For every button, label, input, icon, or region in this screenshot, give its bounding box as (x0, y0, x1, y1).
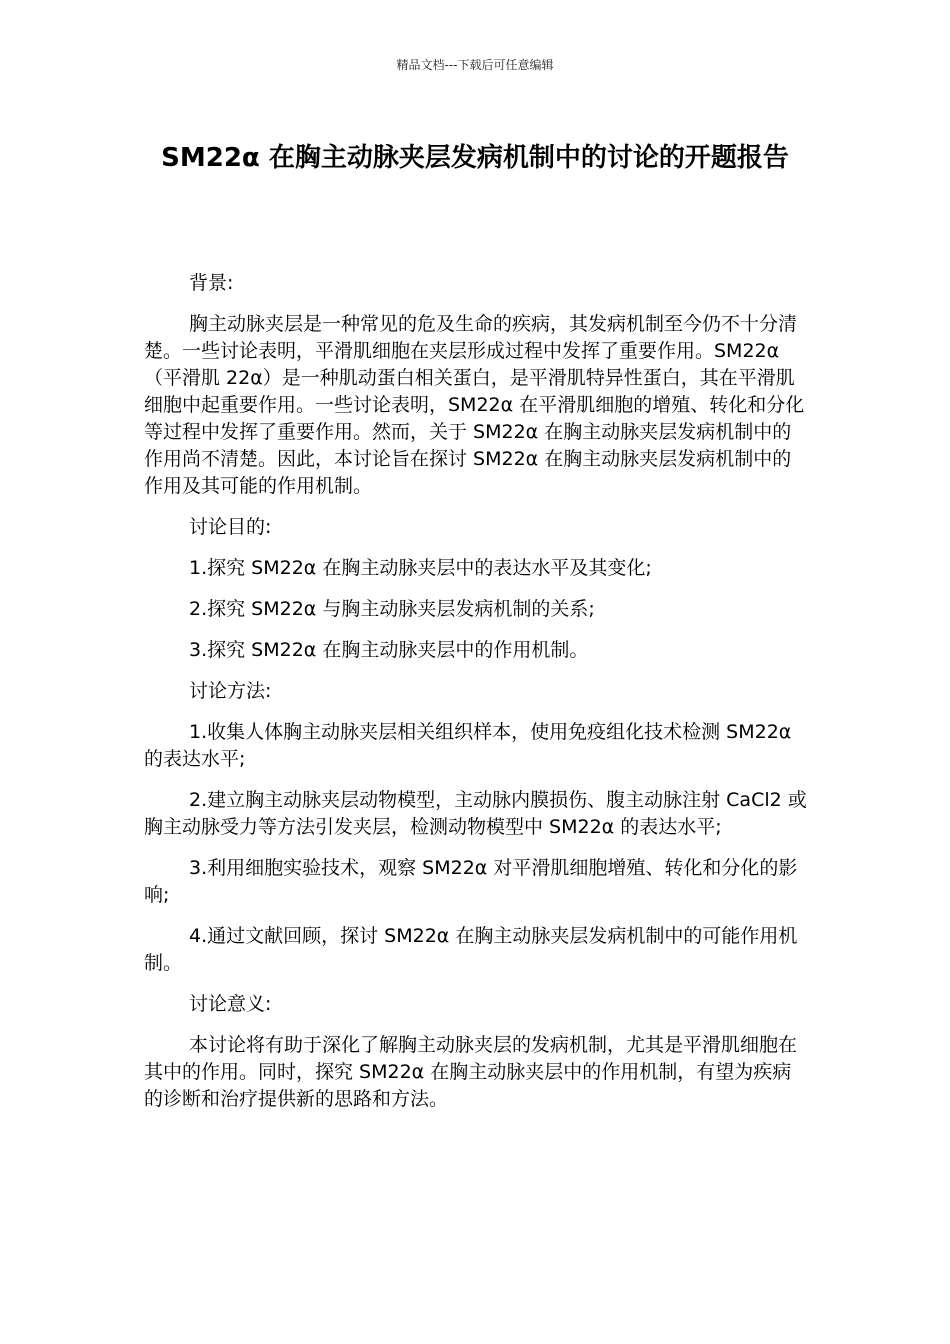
objective-item: 3.探究 SM22α 在胸主动脉夹层中的作用机制。 (189, 639, 589, 661)
document-body (144, 270, 810, 1127)
method-item: 3.利用细胞实验技术，观察 SM22α 对平滑肌细胞增殖、转化和分化的影响; (144, 857, 798, 906)
objective-item: 1.探究 SM22α 在胸主动脉夹层中的表达水平及其变化; (189, 557, 652, 579)
objectives-heading: 讨论目的: (189, 516, 272, 538)
method-item: 2.建立胸主动脉夹层动物模型，主动脉内膜损伤、腹主动脉注射 CaCl2 或胸主动脉受力等方法引发夹层，检测动物模型中 SM22α 的表达水平; (144, 789, 807, 838)
background-heading: 背景: (189, 272, 234, 294)
method-item: 1.收集人体胸主动脉夹层相关组织样本，使用免疫组化技术检测 SM22α 的表达水平; (144, 721, 792, 770)
method-item: 4.通过文献回顾，探讨 SM22α 在胸主动脉夹层发病机制中的可能作用机制。 (144, 925, 798, 974)
objective-item: 2.探究 SM22α 与胸主动脉夹层发病机制的关系; (189, 598, 595, 620)
significance-heading: 讨论意义: (189, 993, 272, 1015)
document-title: SM22α 在胸主动脉夹层发病机制中的讨论的开题报告 (161, 143, 789, 173)
significance-paragraph: 本讨论将有助于深化了解胸主动脉夹层的发病机制，尤其是平滑肌细胞在其中的作用。同时，探究 SM22α 在胸主动脉夹层中的作用机制，有望为疾病的诊断和治疗提供新的思路和方法。 (144, 1034, 798, 1110)
methods-heading: 讨论方法: (189, 680, 272, 702)
header-note: 精品文档---下载后可任意编辑 (396, 58, 554, 72)
background-paragraph: 胸主动脉夹层是一种常见的危及生命的疾病，其发病机制至今仍不十分清楚。一些讨论表明，平滑肌细胞在夹层形成过程中发挥了重要作用。SM22α（平滑肌 22α）是一种肌动蛋白相关蛋白，是平滑肌特异性蛋白，其在平滑肌细胞中起重要作用。一些讨论表明，SM22α 在平滑肌细胞的增殖、转化和分化等过程中发挥了重要作用。然而，关于 SM22α 在胸主动脉夹层发病机制中的作用尚不清楚。因此，本讨论旨在探讨 SM22α 在胸主动脉夹层发病机制中的作用及其可能的作用机制。 (144, 313, 805, 497)
